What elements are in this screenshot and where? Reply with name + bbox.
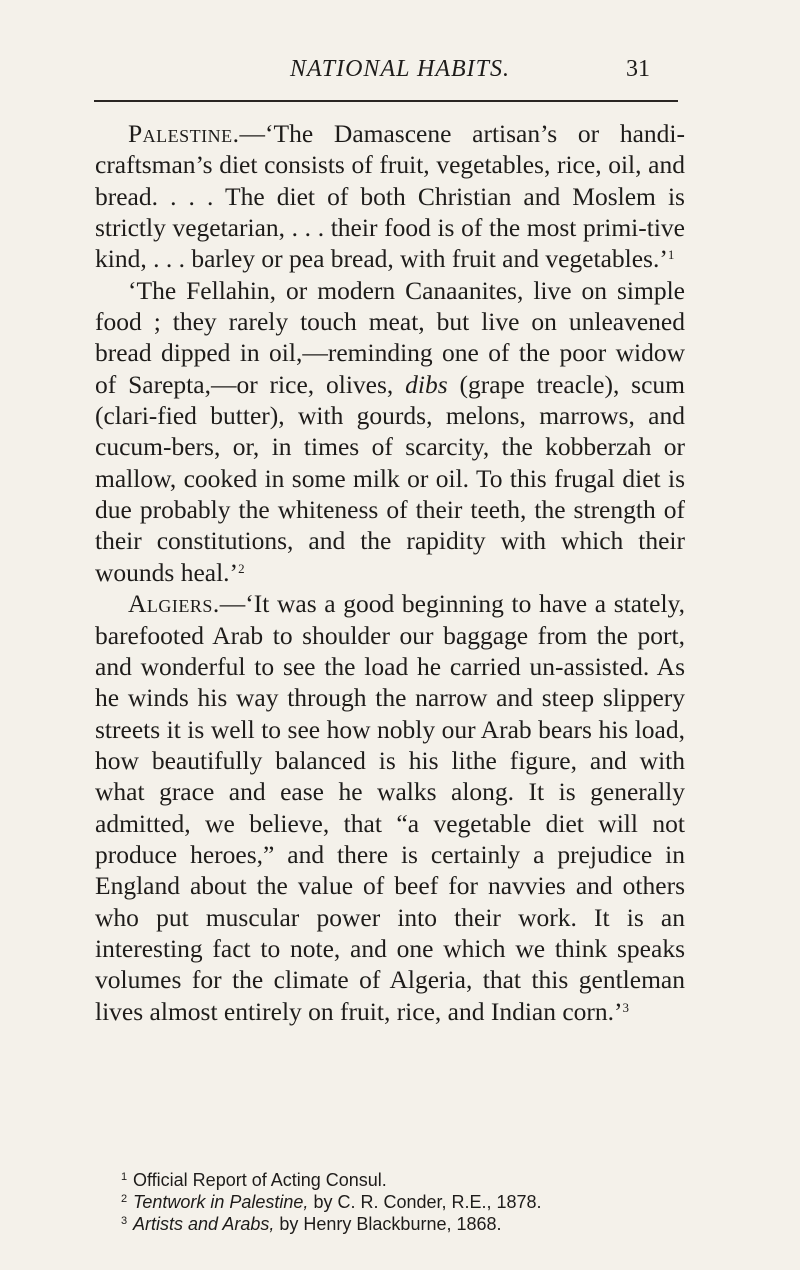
paragraph-text: ‘The Fellahin, or modern Canaanites, live on simple food ; they rarely touch meat, but live on unleavened bread dipped in oil,—reminding one of the poor widow of Sarepta,—or rice, olives, [95, 275, 685, 399]
footnote-ref: 3 [622, 999, 630, 1015]
header-rule [94, 100, 678, 102]
page-number: 31 [626, 56, 650, 82]
footnotes [95, 1169, 685, 1235]
running-title: NATIONAL HABITS. [289, 56, 511, 82]
footnote-text: by C. R. Conder, R.E., 1878. [308, 1192, 542, 1212]
paragraph-fellahin [95, 275, 685, 588]
italic-term: dibs [405, 369, 448, 399]
footnote-text: by Henry Blackburne, 1868. [274, 1214, 502, 1234]
footnote-text: Official Report of Acting Consul. [133, 1170, 387, 1190]
paragraph-text: —‘The Damascene artisan’s or handi-craftsman’s diet consists of fruit, vegetables, rice, oil, and bread. . . . The diet of both Christian and Moslem is strictly vegetarian, . . . their food is of the most primi-tive kind, . . . barley or pea bread, with fruit and vegetables.’ [95, 119, 685, 274]
paragraph-text: (grape treacle), scum (clari-fied butter), with gourds, melons, marrows, and cucum-bers, or, in times of scarcity, the kobberzah or mallow, cooked in some milk or oil. To this frugal diet is due probably the whiteness of their teeth, the strength of their constitutions, and the rapidity with which their wounds heal.’ [95, 369, 686, 587]
footnote-ref: 2 [238, 560, 245, 576]
footnote-mark: 3 [121, 1215, 128, 1227]
running-head [0, 56, 800, 96]
footnote-mark: 2 [121, 1193, 128, 1205]
footnote-item [95, 1213, 685, 1235]
footnote-item [95, 1191, 685, 1213]
footnote-ref: 1 [667, 247, 675, 263]
section-lead-algiers: Algiers. [128, 589, 220, 619]
paragraph-palestine [95, 118, 685, 275]
footnote-title: Tentwork in Palestine, [133, 1192, 309, 1212]
footnote-mark: 1 [121, 1171, 128, 1183]
section-lead-palestine: Palestine. [128, 119, 240, 148]
footnote-item [95, 1169, 685, 1191]
footnote-title: Artists and Arabs, [133, 1214, 275, 1234]
paragraph-text: —‘It was a good beginning to have a stately, barefooted Arab to shoulder our baggage from the port, and wonderful to see the load he carried un-assisted. As he winds his way through the narrow and steep slippery streets it is well to see how nobly our Arab bears his load, how beautifully balanced is his lithe figure, and with what grace and ease he walks along. It is generally admitted, we believe, that “a vegetable diet will not produce heroes,” and there is certainly a prejudice in England about the value of beef for navvies and others who put muscular power into their work. It is an interesting fact to note, and one which we think speaks volumes for the climate of Algeria, that this gentleman lives almost entirely on fruit, rice, and Indian corn.’ [95, 589, 685, 1026]
body-text [95, 118, 685, 1027]
paragraph-algiers [95, 588, 685, 1027]
